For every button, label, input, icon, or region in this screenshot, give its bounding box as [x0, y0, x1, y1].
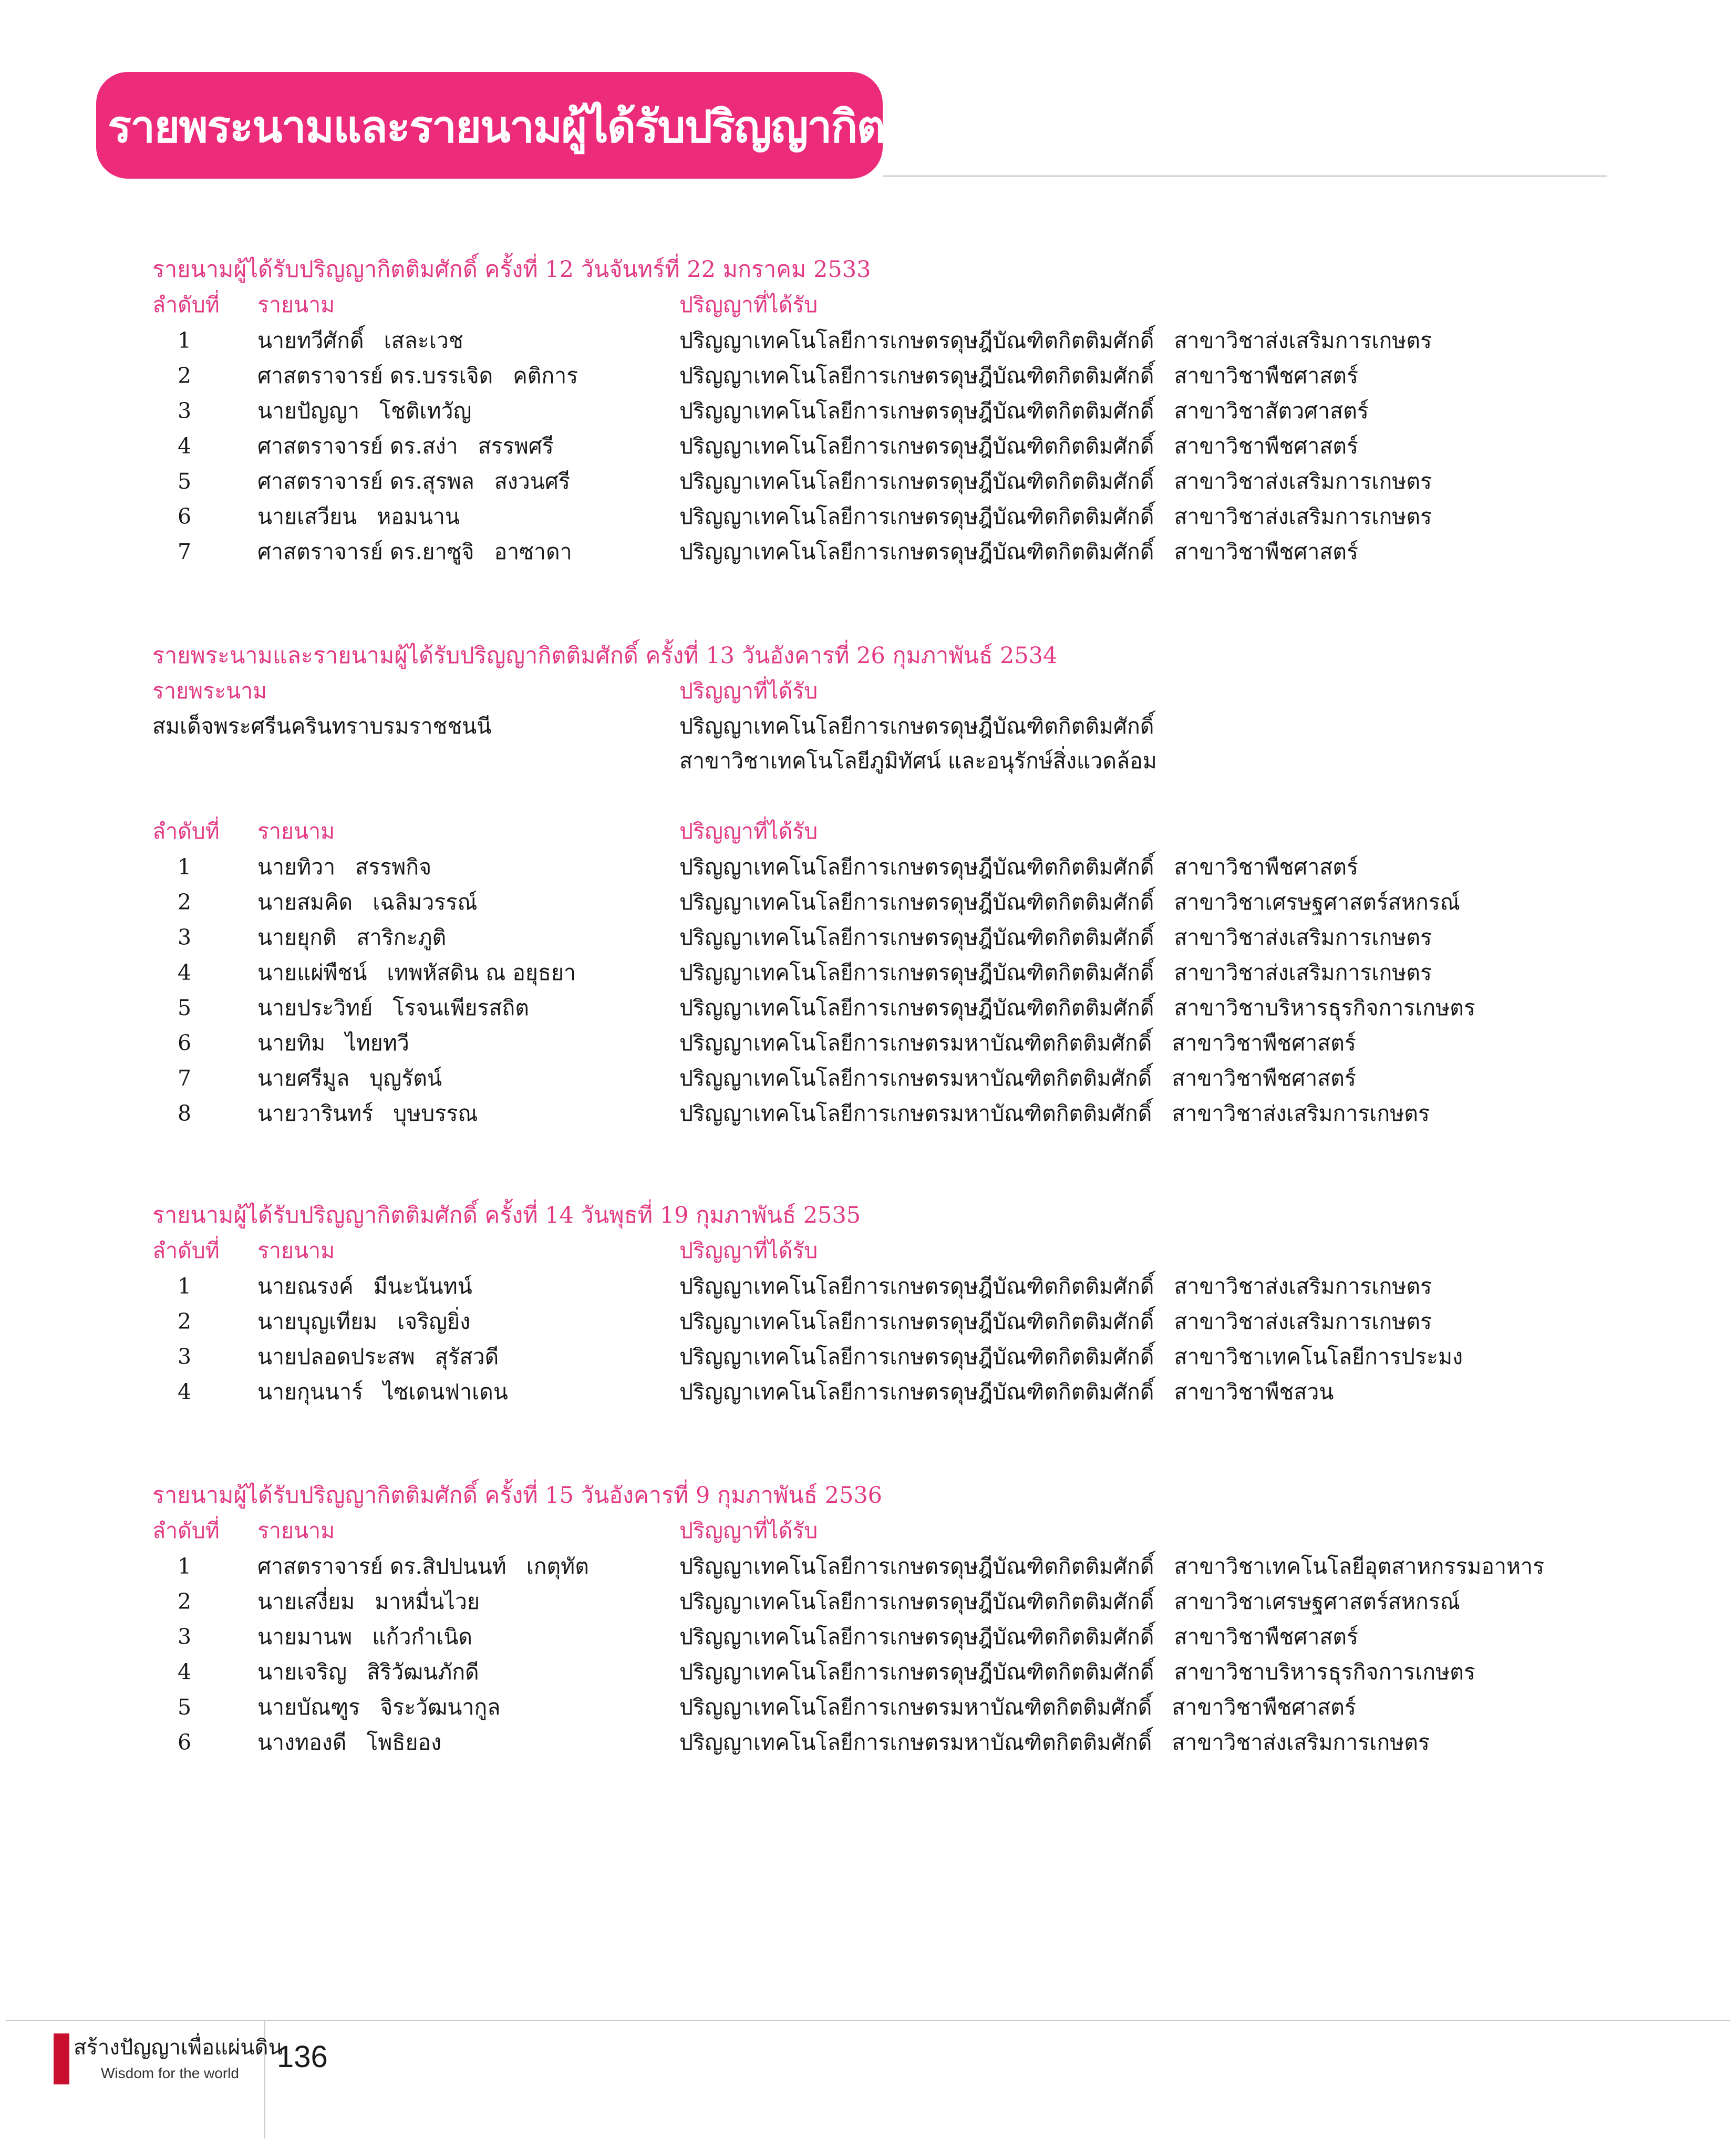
degree-major: สาขาวิชาพืชศาสตร์: [1174, 433, 1359, 459]
row-number: 2: [178, 1589, 192, 1614]
recipient-name: [257, 1027, 409, 1059]
recipient-last-name: เสละเวช: [384, 328, 463, 353]
degree-received: [679, 1656, 1475, 1688]
column-header-degree: ปริญญาที่ได้รับ: [679, 1238, 818, 1263]
recipient-last-name: ไซเดนฟาเดน: [383, 1379, 508, 1405]
degree-name: ปริญญาเทคโนโลยีการเกษตรมหาบัณฑิตกิตติมศักดิ์: [679, 1101, 1152, 1126]
degree-major: สาขาวิชาบริหารธุรกิจการเกษตร: [1174, 995, 1475, 1020]
degree-major: สาขาวิชาส่งเสริมการเกษตร: [1174, 328, 1432, 353]
row-number: 5: [178, 1695, 192, 1720]
row-number: 4: [178, 960, 192, 985]
degree-name: ปริญญาเทคโนโลยีการเกษตรดุษฎีบัณฑิตกิตติมศักดิ์: [679, 398, 1154, 424]
page-number: 136: [277, 2040, 328, 2074]
row-number: 6: [178, 1030, 192, 1056]
row-number: 1: [178, 1554, 192, 1579]
degree-name: ปริญญาเทคโนโลยีการเกษตรดุษฎีบัณฑิตกิตติมศักดิ์: [679, 504, 1154, 529]
degree-name: ปริญญาเทคโนโลยีการเกษตรมหาบัณฑิตกิตติมศักดิ์: [679, 1030, 1152, 1056]
degree-received: [679, 1586, 1460, 1617]
recipient-name: [257, 1376, 508, 1408]
degree-received: [679, 466, 1432, 497]
degree-major: สาขาวิชาพืชศาสตร์: [1172, 1695, 1356, 1720]
recipient-first-name: นายทิวา: [257, 854, 336, 880]
section-title: รายนามผู้ได้รับปริญญากิตติมศักดิ์ ครั้งที่ 12 วันจันทร์ที่ 22 มกราคม 2533: [152, 256, 871, 283]
degree-major: สาขาวิชาส่งเสริมการเกษตร: [1174, 469, 1432, 494]
row-number: 6: [178, 1730, 192, 1755]
row-number: 7: [178, 1066, 192, 1091]
row-number: 5: [178, 469, 192, 494]
degree-received: [679, 1271, 1432, 1302]
recipient-name: [257, 1621, 472, 1653]
degree-received: [679, 536, 1358, 567]
row-number: 3: [178, 398, 192, 424]
recipient-last-name: มีนะนันทน์: [373, 1274, 472, 1299]
recipient-last-name: คติการ: [513, 363, 578, 388]
row-number: 1: [178, 854, 192, 880]
degree-name: ปริญญาเทคโนโลยีการเกษตรดุษฎีบัณฑิตกิตติมศักดิ์: [679, 1659, 1154, 1685]
recipient-first-name: นายปัญญา: [257, 398, 359, 424]
recipient-last-name: สิริวัฒนภักดี: [367, 1659, 479, 1685]
recipient-name: [257, 1586, 480, 1617]
degree-received: [679, 1341, 1463, 1372]
recipient-name: [257, 395, 471, 427]
row-number: 2: [178, 363, 192, 388]
recipient-name: [257, 886, 477, 918]
recipient-last-name: เฉลิมวรรณ์: [373, 890, 478, 915]
recipient-name: [257, 325, 463, 356]
royal-degree: ปริญญาเทคโนโลยีการเกษตรดุษฎีบัณฑิตกิตติมศักดิ์: [679, 714, 1154, 739]
column-header-order: ลำดับที่: [152, 819, 220, 844]
section-title: รายนามผู้ได้รับปริญญากิตติมศักดิ์ ครั้งที่ 14 วันพุธที่ 19 กุมภาพันธ์ 2535: [152, 1202, 861, 1228]
column-header-order: ลำดับที่: [152, 1238, 220, 1263]
recipient-last-name: เทพหัสดิน ณ อยุธยา: [387, 960, 576, 985]
section-title: รายพระนามและรายนามผู้ได้รับปริญญากิตติมศักดิ์ ครั้งที่ 13 วันอังคารที่ 26 กุมภาพันธ์ 2534: [152, 643, 1058, 669]
row-number: 6: [178, 504, 192, 529]
royal-degree-header: ปริญญาที่ได้รับ: [679, 678, 818, 704]
recipient-last-name: เจริญยิ่ง: [397, 1309, 471, 1334]
degree-major: สาขาวิชาพืชศาสตร์: [1174, 363, 1359, 388]
recipient-first-name: นายประวิทย์: [257, 995, 373, 1020]
degree-received: [679, 1621, 1358, 1653]
royal-column-header: รายพระนาม: [152, 678, 267, 704]
recipient-first-name: นายยุกติ: [257, 925, 337, 950]
row-number: 1: [178, 328, 192, 353]
degree-received: [679, 1098, 1430, 1129]
recipient-name: [257, 360, 578, 391]
degree-major: สาขาวิชาส่งเสริมการเกษตร: [1174, 960, 1432, 985]
recipient-name: [257, 1656, 479, 1688]
degree-name: ปริญญาเทคโนโลยีการเกษตรดุษฎีบัณฑิตกิตติมศักดิ์: [679, 469, 1154, 494]
degree-received: [679, 430, 1358, 462]
recipient-last-name: ไทยทวี: [345, 1030, 409, 1056]
recipient-name: [257, 536, 572, 567]
degree-major: สาขาวิชาส่งเสริมการเกษตร: [1172, 1101, 1430, 1126]
row-number: 2: [178, 890, 192, 915]
degree-name: ปริญญาเทคโนโลยีการเกษตรดุษฎีบัณฑิตกิตติมศักดิ์: [679, 890, 1154, 915]
recipient-name: [257, 1098, 478, 1129]
recipient-first-name: นายมานพ: [257, 1624, 353, 1649]
degree-name: ปริญญาเทคโนโลยีการเกษตรดุษฎีบัณฑิตกิตติมศักดิ์: [679, 1379, 1154, 1405]
degree-received: [679, 395, 1369, 427]
recipient-last-name: มาหมื่นไวย: [375, 1589, 480, 1614]
degree-received: [679, 501, 1432, 532]
degree-major: สาขาวิชาเศรษฐศาสตร์สหกรณ์: [1174, 890, 1460, 915]
recipient-last-name: สงวนศรี: [494, 469, 570, 494]
degree-major: สาขาวิชาพืชสวน: [1174, 1379, 1334, 1405]
degree-major: สาขาวิชาส่งเสริมการเกษตร: [1174, 504, 1432, 529]
degree-name: ปริญญาเทคโนโลยีการเกษตรดุษฎีบัณฑิตกิตติมศักดิ์: [679, 995, 1154, 1020]
row-number: 5: [178, 995, 192, 1020]
recipient-name: [257, 1306, 470, 1337]
degree-major: สาขาวิชาบริหารธุรกิจการเกษตร: [1174, 1659, 1475, 1685]
recipient-first-name: นายปลอดประสพ: [257, 1344, 415, 1369]
recipient-first-name: ศาสตราจารย์ ดร.บรรเจิด: [257, 363, 493, 388]
column-header-degree: ปริญญาที่ได้รับ: [679, 1518, 818, 1543]
recipient-first-name: นายทวีศักดิ์: [257, 328, 364, 353]
degree-major: สาขาวิชาเทคโนโลยีการประมง: [1174, 1344, 1463, 1369]
degree-received: [679, 922, 1432, 953]
footer-title-thai: สร้างปัญญาเพื่อแผ่นดิน: [74, 2036, 283, 2059]
degree-received: [679, 1062, 1356, 1094]
degree-major: สาขาวิชาพืชศาสตร์: [1174, 1624, 1359, 1649]
row-number: 4: [178, 1659, 192, 1685]
degree-name: ปริญญาเทคโนโลยีการเกษตรดุษฎีบัณฑิตกิตติมศักดิ์: [679, 854, 1154, 880]
degree-received: [679, 360, 1358, 391]
degree-name: ปริญญาเทคโนโลยีการเกษตรดุษฎีบัณฑิตกิตติมศักดิ์: [679, 1309, 1154, 1334]
recipient-last-name: โชติเทวัญ: [379, 398, 472, 424]
column-header-name: รายนาม: [257, 1518, 335, 1543]
recipient-last-name: จิระวัฒนากูล: [380, 1695, 501, 1720]
recipient-first-name: ศาสตราจารย์ ดร.สง่า: [257, 433, 458, 459]
footer-logo-mark: [54, 2033, 69, 2084]
degree-major: สาขาวิชาส่งเสริมการเกษตร: [1174, 1309, 1432, 1334]
recipient-last-name: บุญรัตน์: [369, 1066, 442, 1091]
degree-name: ปริญญาเทคโนโลยีการเกษตรดุษฎีบัณฑิตกิตติมศักดิ์: [679, 925, 1154, 950]
recipient-last-name: สรรพกิจ: [355, 854, 432, 880]
recipient-first-name: นายกุนนาร์: [257, 1379, 363, 1405]
recipient-last-name: เกตุทัต: [526, 1554, 589, 1579]
header-divider: [883, 175, 1607, 177]
degree-major: สาขาวิชาพืชศาสตร์: [1174, 539, 1359, 564]
column-header-name: รายนาม: [257, 1238, 335, 1263]
recipient-name: [257, 922, 446, 953]
degree-received: [679, 325, 1432, 356]
degree-name: ปริญญาเทคโนโลยีการเกษตรมหาบัณฑิตกิตติมศักดิ์: [679, 1695, 1152, 1720]
recipient-first-name: นายบัณฑูร: [257, 1695, 360, 1720]
row-number: 2: [178, 1309, 192, 1334]
royal-major: สาขาวิชาเทคโนโลยีภูมิทัศน์ และอนุรักษ์สิ่งแวดล้อม: [679, 748, 1157, 773]
recipient-last-name: โพธิยอง: [366, 1730, 442, 1755]
recipient-name: [257, 1691, 500, 1723]
recipient-first-name: ศาสตราจารย์ ดร.ยาซูจิ: [257, 539, 474, 564]
recipient-name: [257, 957, 576, 988]
degree-major: สาขาวิชาพืชศาสตร์: [1172, 1066, 1356, 1091]
degree-major: สาขาวิชาส่งเสริมการเกษตร: [1174, 1274, 1432, 1299]
degree-received: [679, 1551, 1544, 1582]
recipient-name: [257, 1727, 441, 1758]
degree-received: [679, 1306, 1432, 1337]
degree-name: ปริญญาเทคโนโลยีการเกษตรดุษฎีบัณฑิตกิตติมศักดิ์: [679, 960, 1154, 985]
degree-name: ปริญญาเทคโนโลยีการเกษตรดุษฎีบัณฑิตกิตติมศักดิ์: [679, 1624, 1154, 1649]
degree-major: สาขาวิชาพืชศาสตร์: [1172, 1030, 1356, 1056]
row-number: 3: [178, 1344, 192, 1369]
recipient-last-name: หอมนาน: [377, 504, 460, 529]
degree-name: ปริญญาเทคโนโลยีการเกษตรมหาบัณฑิตกิตติมศักดิ์: [679, 1730, 1152, 1755]
recipient-first-name: นายเสงี่ยม: [257, 1589, 355, 1614]
recipient-name: [257, 501, 460, 532]
column-header-degree: ปริญญาที่ได้รับ: [679, 292, 818, 317]
recipient-name: [257, 992, 529, 1024]
degree-received: [679, 851, 1358, 883]
row-number: 3: [178, 1624, 192, 1649]
degree-name: ปริญญาเทคโนโลยีการเกษตรมหาบัณฑิตกิตติมศักดิ์: [679, 1066, 1152, 1091]
column-header-order: ลำดับที่: [152, 1518, 220, 1543]
degree-name: ปริญญาเทคโนโลยีการเกษตรดุษฎีบัณฑิตกิตติมศักดิ์: [679, 433, 1154, 459]
recipient-first-name: นายสมคิด: [257, 890, 353, 915]
row-number: 7: [178, 539, 192, 564]
degree-name: ปริญญาเทคโนโลยีการเกษตรดุษฎีบัณฑิตกิตติมศักดิ์: [679, 1344, 1154, 1369]
row-number: 1: [178, 1274, 192, 1299]
recipient-name: [257, 1341, 499, 1372]
degree-received: [679, 957, 1432, 988]
degree-name: ปริญญาเทคโนโลยีการเกษตรดุษฎีบัณฑิตกิตติมศักดิ์: [679, 363, 1154, 388]
degree-name: ปริญญาเทคโนโลยีการเกษตรดุษฎีบัณฑิตกิตติมศักดิ์: [679, 539, 1154, 564]
recipient-first-name: ศาสตราจารย์ ดร.สิปปนนท์: [257, 1554, 507, 1579]
column-header-order: ลำดับที่: [152, 292, 220, 317]
row-number: 8: [178, 1101, 192, 1126]
recipient-last-name: สาริกะภูติ: [356, 925, 447, 950]
degree-received: [679, 992, 1475, 1024]
royal-name: สมเด็จพระศรีนครินทราบรมราชชนนี: [152, 714, 492, 739]
recipient-name: [257, 1551, 589, 1582]
degree-name: ปริญญาเทคโนโลยีการเกษตรดุษฎีบัณฑิตกิตติมศักดิ์: [679, 328, 1154, 353]
row-number: 3: [178, 925, 192, 950]
degree-major: สาขาวิชาส่งเสริมการเกษตร: [1172, 1730, 1430, 1755]
recipient-name: [257, 1271, 472, 1302]
recipient-first-name: นายเจริญ: [257, 1659, 347, 1685]
recipient-first-name: นางทองดี: [257, 1730, 347, 1755]
recipient-first-name: ศาสตราจารย์ ดร.สุรพล: [257, 469, 474, 494]
row-number: 4: [178, 1379, 192, 1405]
degree-major: สาขาวิชาสัตวศาสตร์: [1174, 398, 1369, 424]
degree-received: [679, 1691, 1356, 1723]
recipient-name: [257, 430, 554, 462]
recipient-first-name: นายศรีมูล: [257, 1066, 350, 1091]
column-header-name: รายนาม: [257, 819, 335, 844]
recipient-first-name: นายทิม: [257, 1030, 326, 1056]
footer-title-english: Wisdom for the world: [101, 2065, 239, 2081]
degree-major: สาขาวิชาพืชศาสตร์: [1174, 854, 1359, 880]
recipient-last-name: อาซาดา: [494, 539, 572, 564]
recipient-first-name: นายบุญเทียม: [257, 1309, 378, 1334]
recipient-last-name: โรจนเพียรสถิต: [392, 995, 529, 1020]
degree-received: [679, 1727, 1430, 1758]
recipient-first-name: นายแผ่พืชน์: [257, 960, 367, 985]
degree-major: สาขาวิชาเศรษฐศาสตร์สหกรณ์: [1174, 1589, 1460, 1614]
recipient-last-name: สรรพศรี: [478, 433, 554, 459]
degree-major: สาขาวิชาเทคโนโลยีอุตสาหกรรมอาหาร: [1174, 1554, 1545, 1579]
degree-name: ปริญญาเทคโนโลยีการเกษตรดุษฎีบัณฑิตกิตติมศักดิ์: [679, 1274, 1154, 1299]
recipient-name: [257, 851, 431, 883]
recipient-last-name: สุรัสวดี: [435, 1344, 499, 1369]
degree-major: สาขาวิชาส่งเสริมการเกษตร: [1174, 925, 1432, 950]
recipient-last-name: บุษบรรณ: [393, 1101, 478, 1126]
recipient-name: [257, 466, 570, 497]
recipient-last-name: แก้วกำเนิด: [372, 1624, 472, 1649]
recipient-name: [257, 1062, 442, 1094]
degree-received: [679, 886, 1460, 918]
page-title: รายพระนามและรายนามผู้ได้รับปริญญากิตติมศักดิ์: [108, 102, 1020, 151]
degree-received: [679, 1376, 1334, 1408]
section-title: รายนามผู้ได้รับปริญญากิตติมศักดิ์ ครั้งที่ 15 วันอังคารที่ 9 กุมภาพันธ์ 2536: [152, 1482, 883, 1509]
row-number: 4: [178, 433, 192, 459]
degree-received: [679, 1027, 1356, 1059]
recipient-first-name: นายณรงค์: [257, 1274, 354, 1299]
column-header-name: รายนาม: [257, 292, 335, 317]
recipient-first-name: นายวารินทร์: [257, 1101, 374, 1126]
recipient-first-name: นายเสวียน: [257, 504, 357, 529]
degree-name: ปริญญาเทคโนโลยีการเกษตรดุษฎีบัณฑิตกิตติมศักดิ์: [679, 1589, 1154, 1614]
column-header-degree: ปริญญาที่ได้รับ: [679, 819, 818, 844]
degree-name: ปริญญาเทคโนโลยีการเกษตรดุษฎีบัณฑิตกิตติมศักดิ์: [679, 1554, 1154, 1579]
